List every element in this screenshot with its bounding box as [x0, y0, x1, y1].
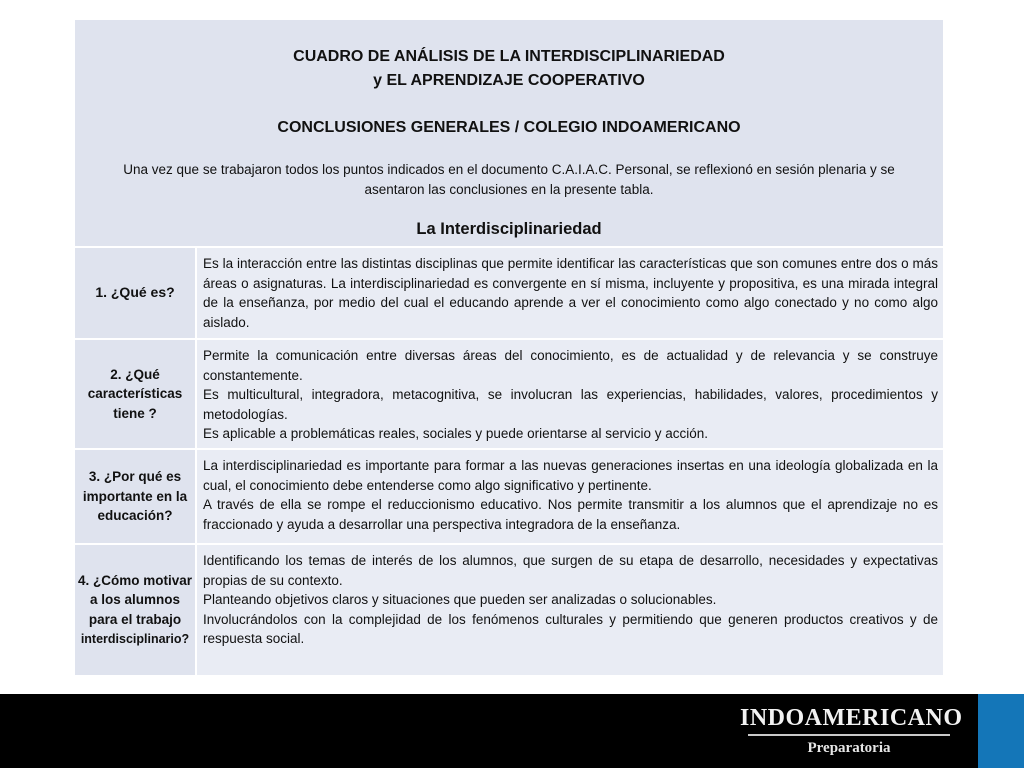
- question-main: 4. ¿Cómo motivar a los alumnos para el trabajo: [77, 572, 193, 627]
- answer-text: Planteando objetivos claros y situaciones que pueden ser analizadas o solucionables.: [203, 592, 717, 607]
- table-header: [75, 20, 943, 246]
- table-row: [75, 246, 943, 338]
- answer-cell: [197, 450, 943, 543]
- subtitle: CONCLUSIONES GENERALES / COLEGIO INDOAMERICANO: [277, 119, 741, 136]
- question-cell: [75, 450, 197, 543]
- answer-text: Es la interacción entre las distintas disciplinas que permite identificar las características que son comunes entre dos o más áreas o asignaturas. La interdisciplinariedad es convergente en sí misma, incluyente y propositiva, es una mirada integral de la enseñanza, por medio del cual el educando aprende a ver el conocimiento como algo conectado y no como algo aislado.: [203, 256, 938, 330]
- logo-wordmark: INDOAMERICANO: [740, 705, 963, 731]
- table-row: [75, 448, 943, 543]
- section-title: La Interdisciplinariedad: [416, 220, 602, 238]
- answer-text: Es multicultural, integradora, metacognitiva, se involucran las experiencias, habilidades, valores, procedimientos y metodologías.: [203, 387, 938, 422]
- accent-strip: [978, 694, 1024, 768]
- answer-text: Es aplicable a problemáticas reales, sociales y puede orientarse al servicio y acción.: [203, 426, 709, 441]
- answer-text: Identificando los temas de interés de los alumnos, que surgen de su etapa de desarrollo, necesidades y expectativas propias de su contexto.: [203, 553, 938, 588]
- intro-text: Una vez que se trabajaron todos los puntos indicados en el documento C.A.I.A.C. Personal, se reflexionó en sesión plenaria y se asentaron las conclusiones en la presente tabla.: [123, 162, 895, 197]
- answer-cell: [197, 545, 943, 675]
- answer-text: La interdisciplinariedad es importante para formar a las nuevas generaciones insertas en una ideología globalizada en la cual, el conocimiento debe entenderse como algo significativo y pertinente.: [203, 458, 938, 493]
- question-text: 1. ¿Qué es?: [95, 284, 175, 301]
- title-line-2: y EL APRENDIZAJE COOPERATIVO: [373, 72, 645, 89]
- question-cell: [75, 545, 197, 675]
- logo-divider: [748, 734, 950, 736]
- logo-subtitle: Preparatoria: [807, 740, 891, 756]
- question-small: interdisciplinario?: [80, 632, 190, 646]
- question-text: 2. ¿Qué características tiene ?: [87, 366, 183, 421]
- answer-cell: [197, 248, 943, 338]
- answer-cell: [197, 340, 943, 448]
- answer-text: A través de ella se rompe el reduccionismo educativo. Nos permite transmitir a los alumnos que el aprendizaje no es fraccionado y ayuda a desarrollar una perspectiva integradora de la enseñanza.: [203, 497, 938, 532]
- answer-text: Permite la comunicación entre diversas áreas del conocimiento, es de actualidad y de relevancia y se construye constantemente.: [203, 348, 938, 383]
- analysis-table: [75, 20, 943, 675]
- question-cell: [75, 248, 197, 338]
- title-line-1: CUADRO DE ANÁLISIS DE LA INTERDISCIPLINARIEDAD: [293, 48, 725, 65]
- footer-bar: [0, 694, 1024, 768]
- question-text: [77, 571, 193, 650]
- question-cell: [75, 340, 197, 448]
- table-row: [75, 543, 943, 675]
- question-text: 3. ¿Por qué es importante en la educación?: [82, 469, 188, 524]
- school-logo: [740, 704, 963, 758]
- answer-text: Involucrándolos con la complejidad de los fenómenos culturales y permitiendo que generen productos creativos y de respuesta social.: [203, 611, 938, 646]
- table-row: [75, 338, 943, 448]
